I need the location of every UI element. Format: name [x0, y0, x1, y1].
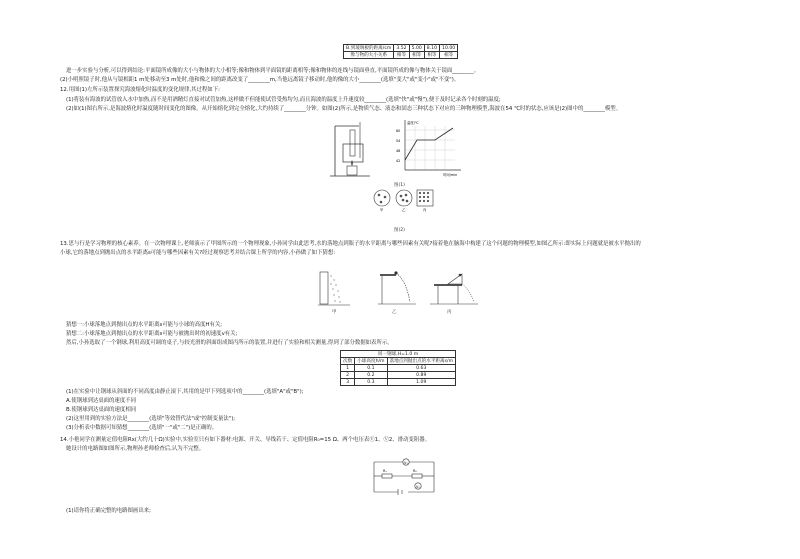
model-label: 甲: [380, 208, 384, 212]
circuit-diagram: [368, 454, 440, 498]
text-line: 猜想一:小球落地点到抛出点的水平距离s可能与小球的高度H有关;: [66, 322, 223, 328]
ramp-apparatus-figure: [430, 268, 478, 308]
text-line: (2)这里用到的实验方法是________(选填"等效替代法"或"控制变量法");: [66, 416, 236, 422]
molecule-models-figure: [372, 188, 436, 212]
text-line: (1)在实验中让钢球从斜面的不同高度由静止滚下,其用的是甲下列选项中的________(选填"A"或"B");: [66, 389, 304, 395]
table-cell: 相等: [424, 52, 439, 59]
table-row: [344, 45, 458, 52]
melting-graph: [395, 116, 465, 178]
table-cell: 2: [341, 372, 355, 379]
rx-label: Rₓ: [383, 469, 387, 473]
text-line: (1)将装有海波的试管放入水中加热,而不是用酒精灯直接对试管加热,这样做不但能使试管受热均匀,而且海波的温度上升速度较________(选填"快"或"慢"),便于及时记录各个时刻的温度;: [66, 97, 501, 103]
table-cell: 10.00: [440, 45, 458, 52]
bottle-water-figure: [318, 268, 352, 308]
table-cell: 1.09: [387, 379, 456, 386]
experiment-data-table: [340, 350, 456, 386]
table-row: [341, 358, 456, 365]
table-header: 次数: [341, 358, 355, 365]
question-12: 12.用图(1)左所示装置探究海波熔化时温度的变化规律,其过程如下:: [60, 87, 220, 93]
table-row: [344, 52, 458, 59]
r0-label: R₀: [413, 469, 417, 473]
text-line: (2)如(1)图右所示,是海波熔化时温度随时间变化的图像。从开始熔化到完全熔化,大约持续了________分钟。如图(2)所示,是物质气态、液态和固态三种状态下对应的三种物理模型,海波在54 ℃时的状态,应该是(2)图中的________模型。: [66, 106, 622, 112]
figure-caption: 图(2): [394, 228, 405, 233]
figure-caption: 图(1): [394, 183, 405, 188]
table-cell: 3: [341, 379, 355, 386]
table-cell: 0.2: [355, 372, 387, 379]
table-cell: 8.10: [424, 45, 439, 52]
table-cell: 1: [341, 365, 355, 372]
table-cell: 0.1: [355, 365, 387, 372]
table-row: [341, 379, 456, 386]
text-line: (3)分析表中数据可知猜想________(选填"一"或"二")是正确的。: [66, 425, 218, 431]
question-13: 13.思与行是学习物理的核心素养。在一次物理课上,老师演示了甲图所示的一个物理现象,小孙同学由此思考,水的落地点到瓶子的水平距离与哪些因素有关呢?接着他在脑海中构建了这个问题的物理模型,如图乙所示:即实际上问题就是被水平抛出的: [60, 241, 641, 247]
table-cell: 3.52: [394, 45, 409, 52]
text-line: 猜想二:小球落地点到抛出点的水平距离s可能与被抛出时的初速度v有关;: [66, 331, 238, 337]
table-cell: 相等: [394, 52, 409, 59]
tick-label: 60: [396, 129, 401, 133]
tick-label: 48: [396, 149, 401, 153]
figure-caption: 甲: [332, 310, 337, 315]
text-line: 进一步实验与分析,可以得到结论:平面镜所成像的大小与物体的大小相等;像和物体到平面镜的距离相等;像和物体的连线与镜面垂直,平面镜所成的像与物体关于镜面________。: [66, 68, 480, 74]
figure-caption: 乙: [392, 310, 397, 315]
table-cell: B.到玻璃板的距离/cm: [344, 45, 394, 52]
table-row: [341, 351, 456, 358]
projectile-model-figure: [378, 268, 418, 308]
x-axis-label: 时间/min: [443, 173, 458, 177]
text-line: 小球,它的落地点到抛出点的水平距离s可能与哪些因素有关?经过观察思考并结合课上所学的内容,小孙做了如下猜想:: [60, 250, 336, 256]
table-title: 同一钢球,H=1.0 m: [341, 351, 456, 358]
table-cell: 相等: [440, 52, 458, 59]
mirror-data-table: [343, 44, 458, 59]
table-cell: 0.63: [387, 365, 456, 372]
tick-label: 54: [396, 139, 401, 143]
table-row: [341, 365, 456, 372]
table-cell: 0.3: [355, 379, 387, 386]
text-line: (2)小明照镜子时,他从与镜相距1 m处移动至3 m处时,他和像之间的距离改变了________m,当他远离镜子移动时,他的像的大小________(选填"变大"或"变小"或"不变")。: [60, 77, 460, 83]
table-cell: 5.00: [409, 45, 424, 52]
table-row: [341, 372, 456, 379]
model-label: 丙: [423, 208, 427, 212]
table-header: 小球高度h/m: [355, 358, 387, 365]
text-line: 然后,小孙选取了一个钢球,利用高度可调的桌子,与较光滑的斜面组成图丙所示的装置,并进行了实验和相关测量,得到了部分数据如表所示。: [66, 340, 393, 346]
heating-apparatus-figure: [325, 116, 375, 178]
text-line: (1)请你将正确完整的电路图画出来;: [66, 508, 151, 514]
table-cell: 相等: [409, 52, 424, 59]
voltmeter-2-label: V₂: [416, 485, 420, 489]
table-header: 落地点到抛出点的水平距离s/m: [387, 358, 456, 365]
table-cell: 像与物的大小关系: [344, 52, 394, 59]
text-line: A.使钢球到达桌面的速度不同: [66, 398, 136, 404]
question-14: 14.小艳同学在测量定值电阻Rx(大约几十Ω)实验中,实验室只有如下器材:电源、开关、导线若干、定值电阻R₀=15 Ω、两个电压表Ⓥ1、Ⓥ2、滑动变阻器。: [60, 437, 430, 443]
tick-label: 42: [396, 159, 401, 163]
voltmeter-1-label: V₁: [404, 461, 408, 465]
table-cell: 0.89: [387, 372, 456, 379]
model-label: 乙: [402, 208, 406, 212]
figure-caption: 丙: [447, 310, 452, 315]
text-line: B.使钢球到达桌面的速度相同: [66, 407, 137, 413]
y-axis-label: 温度/℃: [407, 121, 419, 125]
text-line: 她设计的电路图如图所示,物理孙老师检查后,认为不完整。: [66, 446, 205, 452]
